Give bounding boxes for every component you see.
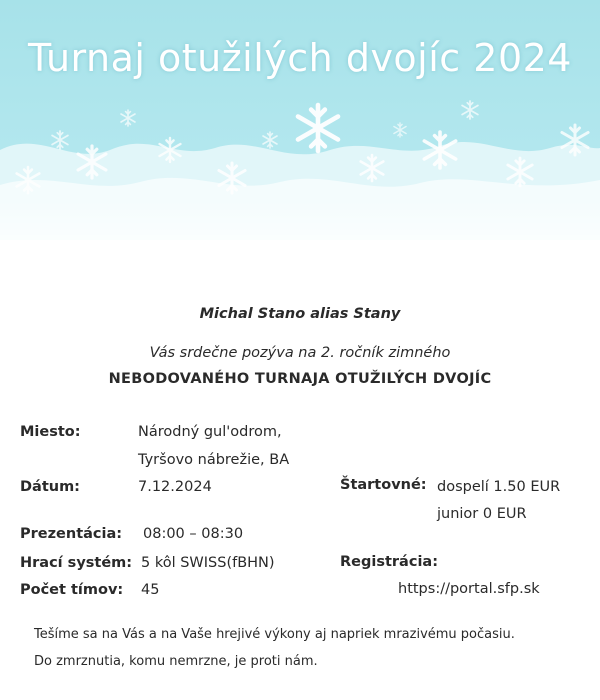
fee-junior: junior 0 EUR bbox=[437, 506, 527, 522]
presentation-value: 08:00 – 08:30 bbox=[143, 526, 244, 542]
winter-banner bbox=[0, 0, 600, 270]
date-value: 7.12.2024 bbox=[138, 479, 212, 495]
closing-line1: Tešíme sa na Vás a na Vaše hrejivé výkony aj napriek mrazivému počasiu. bbox=[34, 627, 515, 642]
event-name: NEBODOVANÉHO TURNAJA OTUŽILÝCH DVOJÍC bbox=[108, 371, 492, 387]
place-line2: Tyršovo nábrežie, BA bbox=[138, 452, 290, 468]
organizer-name: Michal Stano alias Stany bbox=[199, 306, 401, 322]
registration-label: Registrácia: bbox=[340, 554, 438, 570]
poster-title: Turnaj otužilých dvojíc 2024 bbox=[28, 36, 572, 80]
system-label: Hrací systém: bbox=[20, 555, 133, 571]
place-label: Miesto: bbox=[20, 424, 81, 440]
closing-line2: Do zmrznutia, komu nemrzne, je proti nám. bbox=[34, 654, 318, 669]
fee-adults: dospelí 1.50 EUR bbox=[437, 479, 561, 495]
system-value: 5 kôl SWISS(fBHN) bbox=[141, 555, 275, 571]
presentation-label: Prezentácia: bbox=[20, 526, 123, 542]
fee-label: Štartovné: bbox=[340, 477, 427, 493]
date-label: Dátum: bbox=[20, 479, 80, 495]
invitation-line: Vás srdečne pozýva na 2. ročník zimného bbox=[149, 345, 451, 361]
teams-label: Počet tímov: bbox=[20, 582, 124, 598]
place-line1: Národný gul'odrom, bbox=[138, 424, 282, 440]
registration-link[interactable]: https://portal.sfp.sk bbox=[398, 581, 540, 597]
teams-value: 45 bbox=[141, 582, 160, 598]
